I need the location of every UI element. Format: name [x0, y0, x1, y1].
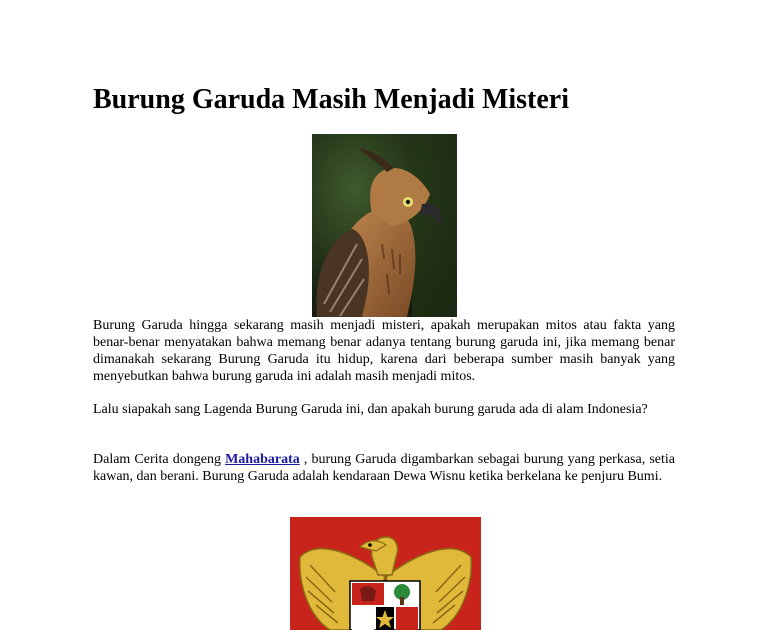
paragraph-3: [93, 451, 675, 485]
mahabarata-link[interactable]: Mahabarata: [225, 452, 300, 467]
eagle-photo: [312, 134, 457, 317]
garuda-pancasila-emblem: [290, 517, 481, 630]
paragraph-1: Burung Garuda hingga sekarang masih menjadi misteri, apakah merupakan mitos atau fakta yang benar-benar menyatakan bahwa memang benar adanya tentang burung garuda ini, jika memang benar dimanakah sekarang Burung Garuda itu hidup, karena dari beberapa sumber masih banyak yang menyebutkan bahwa burung garuda ini adalah masih menjadi mitos.: [93, 318, 675, 384]
article-title: Burung Garuda Masih Menjadi Misteri: [93, 84, 570, 115]
paragraph-3-text-after: , burung Garuda digambarkan sebagai burung yang perkasa, setia kawan, dan berani. Burung Garuda adalah kendaraan Dewa Wisnu ketika berkelana ke penjuru Bumi.: [93, 452, 675, 484]
paragraph-2: Lalu siapakah sang Lagenda Burung Garuda ini, dan apakah burung garuda ada di alam Indonesia?: [93, 402, 648, 417]
paragraph-3-text-before: Dalam Cerita dongeng: [93, 452, 226, 467]
